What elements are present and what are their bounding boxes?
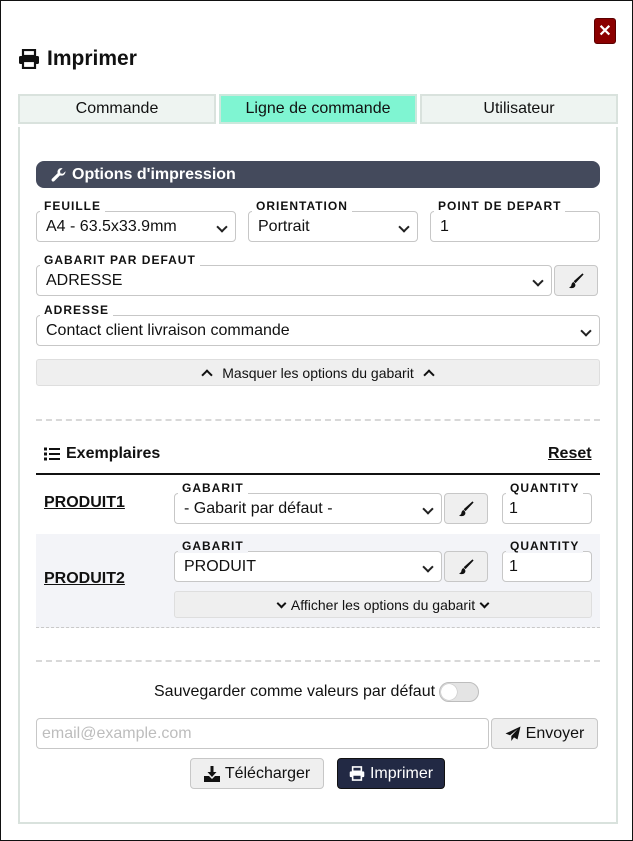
brush-icon [458,501,474,517]
chevron-down-icon [276,598,286,608]
default-template-label: GABARIT PAR DEFAUT [40,254,200,267]
download-label: Télécharger [224,764,311,782]
save-default-row [154,682,479,702]
point-de-depart-label: POINT DE DEPART [434,200,565,213]
wrench-icon [51,167,67,183]
quantity-label: QUANTITY [506,540,583,553]
hide-template-options-button[interactable] [36,359,600,386]
tab-ligne-de-commande[interactable]: Ligne de commande [219,94,417,124]
chevron-down-icon [480,598,490,608]
email-input[interactable] [36,718,489,749]
print-label: Imprimer [369,764,434,782]
download-icon [204,766,220,782]
feuille-value: A4 - 63.5x33.9mm [46,217,177,235]
orientation-select[interactable] [248,211,418,242]
product1-quantity-input[interactable] [502,493,592,524]
dialog-title-text: Imprimer [47,47,137,70]
address-value: Contact client livraison commande [46,321,290,339]
address-label: ADRESSE [40,304,113,317]
printer-icon [349,766,365,781]
product2-template-value: PRODUIT [184,557,256,575]
product1-template-select[interactable] [174,493,442,524]
chevron-up-icon [423,369,434,380]
send-label: Envoyer [525,724,585,742]
default-template-value: ADRESSE [46,271,123,289]
print-options-header [36,161,600,188]
template-label: GABARIT [178,540,248,553]
close-button[interactable] [594,18,616,44]
point-de-depart-input[interactable] [430,211,600,242]
section-divider [36,660,600,662]
download-button[interactable] [190,758,324,789]
close-icon: ✕ [598,23,612,40]
point-de-depart-value: 1 [440,217,449,235]
copies-title: Exemplaires [66,445,161,462]
product-link-produit2[interactable]: PRODUIT2 [44,570,125,587]
dialog-title [18,45,137,73]
edit-product1-template-button[interactable] [444,493,488,524]
product2-quantity-value: 1 [509,557,518,575]
edit-product2-template-button[interactable] [444,551,488,582]
product2-template-select[interactable] [174,551,442,582]
toggle-knob [441,684,457,700]
printer-icon [18,49,40,69]
tab-commande[interactable]: Commande [18,94,216,124]
show-template-options-button[interactable] [174,591,592,618]
hide-template-options-label: Masquer les options du gabarit [222,364,414,381]
orientation-label: ORIENTATION [252,200,352,213]
reset-link[interactable]: Reset [548,445,592,462]
feuille-label: FEUILLE [40,200,105,213]
address-select[interactable] [36,315,600,346]
tab-bar [18,94,618,124]
copies-header-rule [36,473,600,475]
chevron-up-icon [202,369,213,380]
send-button[interactable] [491,718,598,749]
product-link-produit1[interactable]: PRODUIT1 [44,494,125,511]
brush-icon [568,273,584,289]
section-divider [36,419,600,421]
quantity-label: QUANTITY [506,482,583,495]
save-default-toggle[interactable] [439,682,479,702]
feuille-select[interactable] [36,211,236,242]
tab-utilisateur[interactable]: Utilisateur [420,94,618,124]
copies-header [44,445,160,463]
template-label: GABARIT [178,482,248,495]
orientation-value: Portrait [258,217,310,235]
print-button[interactable] [337,758,445,789]
show-template-options-label: Afficher les options du gabarit [290,596,476,613]
edit-default-template-button[interactable] [554,265,598,296]
brush-icon [458,559,474,575]
product1-template-value: - Gabarit par défaut - [184,499,333,517]
default-template-select[interactable] [36,265,552,296]
product2-quantity-input[interactable] [502,551,592,582]
list-icon [44,447,60,461]
print-options-title: Options d'impression [72,165,236,183]
save-default-label: Sauvegarder comme valeurs par défaut [154,683,436,700]
paper-plane-icon [505,726,521,742]
product1-quantity-value: 1 [509,499,518,517]
